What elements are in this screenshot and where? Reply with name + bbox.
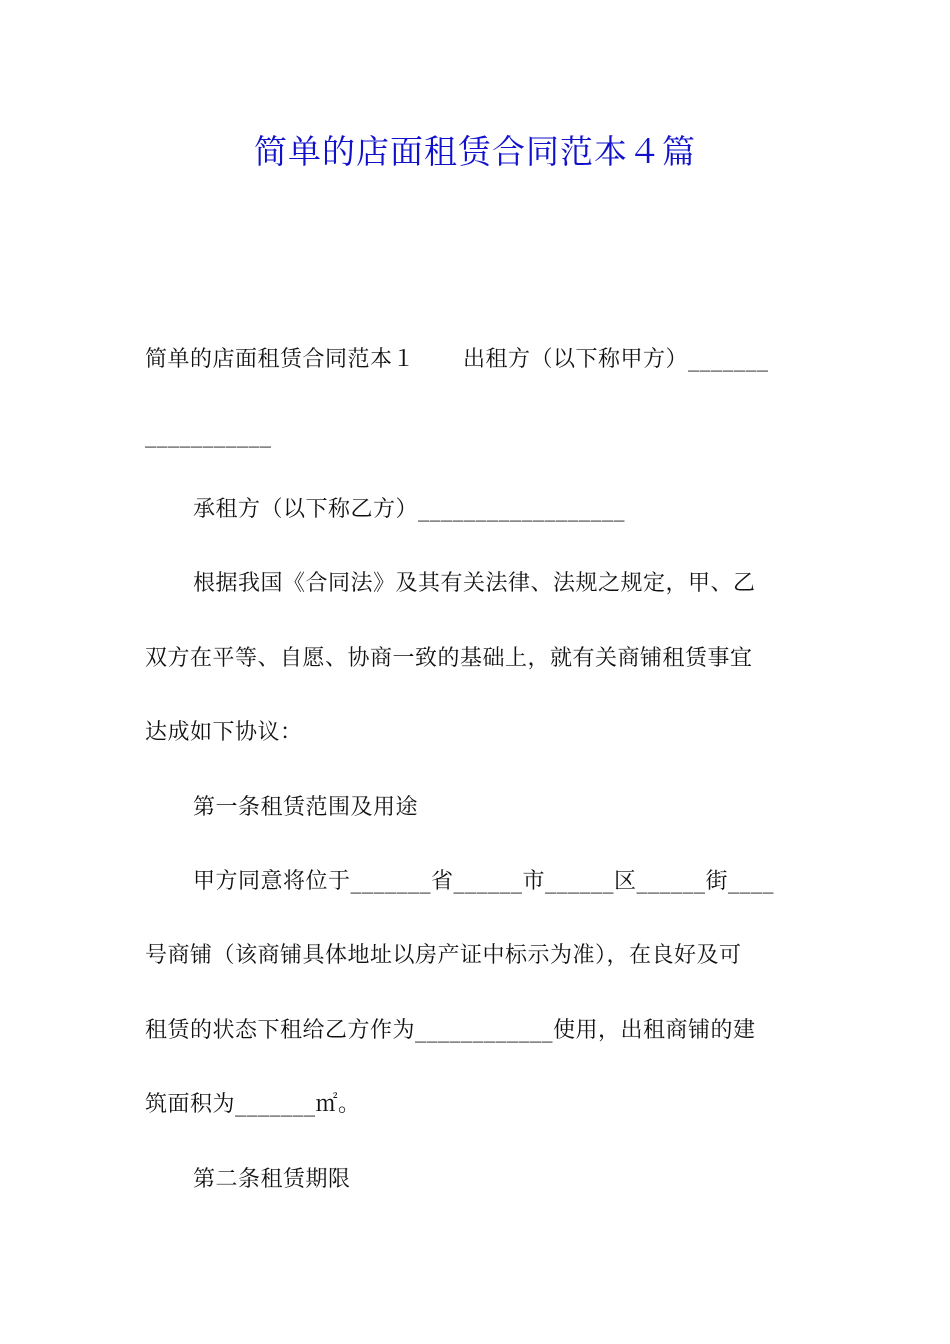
paragraph-line-6: 达成如下协议： (145, 720, 303, 745)
paragraph-line-9: 号商铺（该商铺具体地址以房产证中标示为准），在良好及可 (145, 943, 742, 968)
document-title: 简单的店面租赁合同范本４篇 (254, 132, 696, 171)
section-heading-inline: 简单的店面租赁合同范本１ (145, 347, 416, 372)
paragraph-line-2: ___________ (145, 423, 272, 448)
paragraph-line-11: 筑面积为_______㎡。 (145, 1092, 361, 1117)
lessor-field: 出租方（以下称甲方）_______ (463, 347, 769, 372)
paragraph-line-8: 甲方同意将位于_______省______市______区______街____ (193, 869, 775, 894)
paragraph-line-10: 租赁的状态下租给乙方作为____________使用，出租商铺的建 (145, 1018, 756, 1043)
paragraph-line-4: 根据我国《合同法》及其有关法律、法规之规定，甲、乙 (193, 571, 756, 596)
lessee-field: 承租方（以下称乙方）__________________ (193, 497, 626, 522)
article-1-heading: 第一条租赁范围及用途 (193, 795, 419, 820)
article-2-heading: 第二条租赁期限 (193, 1167, 351, 1192)
paragraph-line-1 (145, 344, 810, 376)
paragraph-line-5: 双方在平等、自愿、协商一致的基础上，就有关商铺租赁事宜 (145, 646, 753, 671)
